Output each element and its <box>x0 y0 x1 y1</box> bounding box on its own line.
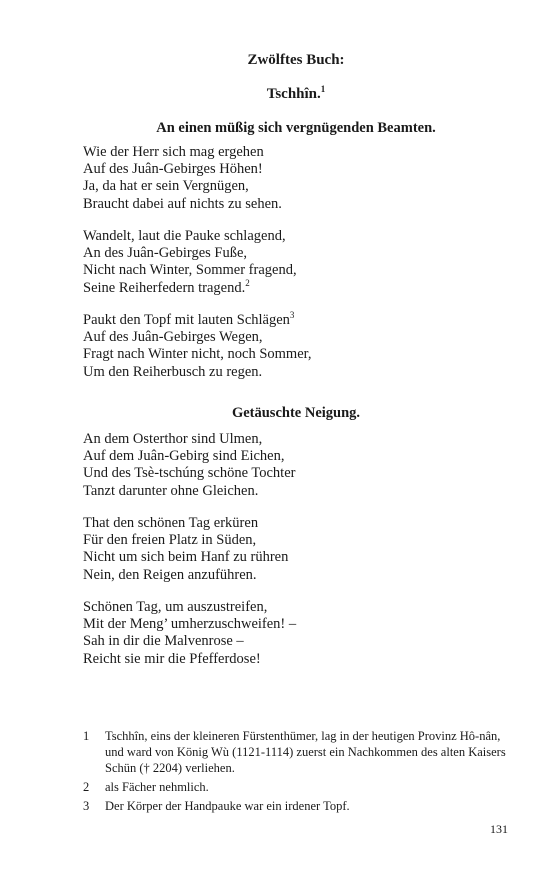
verse-line: Nicht um sich beim Hanf zu rühren <box>83 549 289 566</box>
footnote-text: Tschhîn, eins der kleineren Fürstenthümer, lag in der heutigen Provinz Hô-nân, und ward von König Wù (1121-1114) zuerst ein Nachkommen des alten Kaisers Schün († 2204) verliehen. <box>105 729 506 775</box>
book-title: Zwölftes Buch: <box>247 52 345 68</box>
verse-line: Nicht nach Winter, Sommer fragend, <box>83 262 297 279</box>
poem-stanza <box>83 431 295 500</box>
verse-line: That den schönen Tag erküren <box>83 515 259 531</box>
verse-line: Schönen Tag, um auszustreifen, <box>83 599 268 615</box>
verse-line: Um den Reiherbusch zu regen. <box>83 363 263 380</box>
footnote-1 <box>83 728 513 776</box>
verse-line: An dem Osterthor sind Ulmen, <box>83 431 263 447</box>
verse-line <box>83 277 297 297</box>
verse-line <box>83 312 312 329</box>
verse-line-text: Paukt den Topf mit lauten Schlägen <box>83 312 290 328</box>
verse-line: Tanzt darunter ohne Gleichen. <box>83 482 259 499</box>
footnote-2 <box>83 779 513 795</box>
verse-line: Fragt nach Winter nicht, noch Sommer, <box>83 346 312 363</box>
poem-title: An einen müßig sich vergnügenden Beamten. <box>156 120 436 136</box>
footnote-text: Der Körper der Handpauke war ein irdener Topf. <box>105 799 350 813</box>
poem-stanza <box>83 144 282 213</box>
verse-line: Mit der Meng’ umherzuschweifen! – <box>83 616 297 633</box>
verse-line: Auf des Juân-Gebirges Wegen, <box>83 329 263 346</box>
poem-stanza <box>83 228 297 297</box>
footnote-number: 1 <box>83 729 90 743</box>
poem-stanza <box>83 312 312 381</box>
verse-line: An des Juân-Gebirges Fuße, <box>83 245 248 262</box>
footnote-ref-1[interactable]: 1 <box>320 84 326 94</box>
verse-line: Braucht dabei auf nichts zu sehen. <box>83 195 282 212</box>
chapter-title-text: Tschhîn. <box>266 86 321 102</box>
footnote-ref-3[interactable]: 3 <box>289 310 295 321</box>
page-number: 131 <box>490 822 508 836</box>
footnote-number: 2 <box>83 780 90 794</box>
poem-stanza <box>83 515 288 584</box>
verse-line: Wie der Herr sich mag ergehen <box>83 144 264 160</box>
poem-stanza <box>83 599 296 668</box>
verse-line-text: Seine Reiherfedern tragend. <box>83 279 246 296</box>
verse-line: Und des Tsè-tschúng schöne Tochter <box>83 465 296 482</box>
verse-line: Auf des Juân-Gebirges Höhen! <box>83 161 263 178</box>
footnote-number: 3 <box>83 799 90 813</box>
verse-line: Auf dem Juân-Gebirg sind Eichen, <box>83 448 285 465</box>
footnote-ref-2[interactable]: 2 <box>245 277 250 288</box>
chapter-title <box>0 86 550 103</box>
footnote-text: als Fächer nehmlich. <box>105 780 209 794</box>
footnotes <box>83 728 513 817</box>
verse-line: Für den freien Platz in Süden, <box>83 532 257 549</box>
verse-line: Ja, da hat er sein Vergnügen, <box>83 178 249 195</box>
footnote-3 <box>83 798 513 814</box>
verse-line: Reicht sie mir die Pfefferdose! <box>83 650 261 667</box>
poem-title: Getäuschte Neigung. <box>231 405 361 421</box>
verse-line: Wandelt, laut die Pauke schlagend, <box>83 228 286 244</box>
verse-line: Nein, den Reigen anzuführen. <box>83 566 257 583</box>
verse-line: Sah in dir die Malvenrose – <box>83 633 244 650</box>
